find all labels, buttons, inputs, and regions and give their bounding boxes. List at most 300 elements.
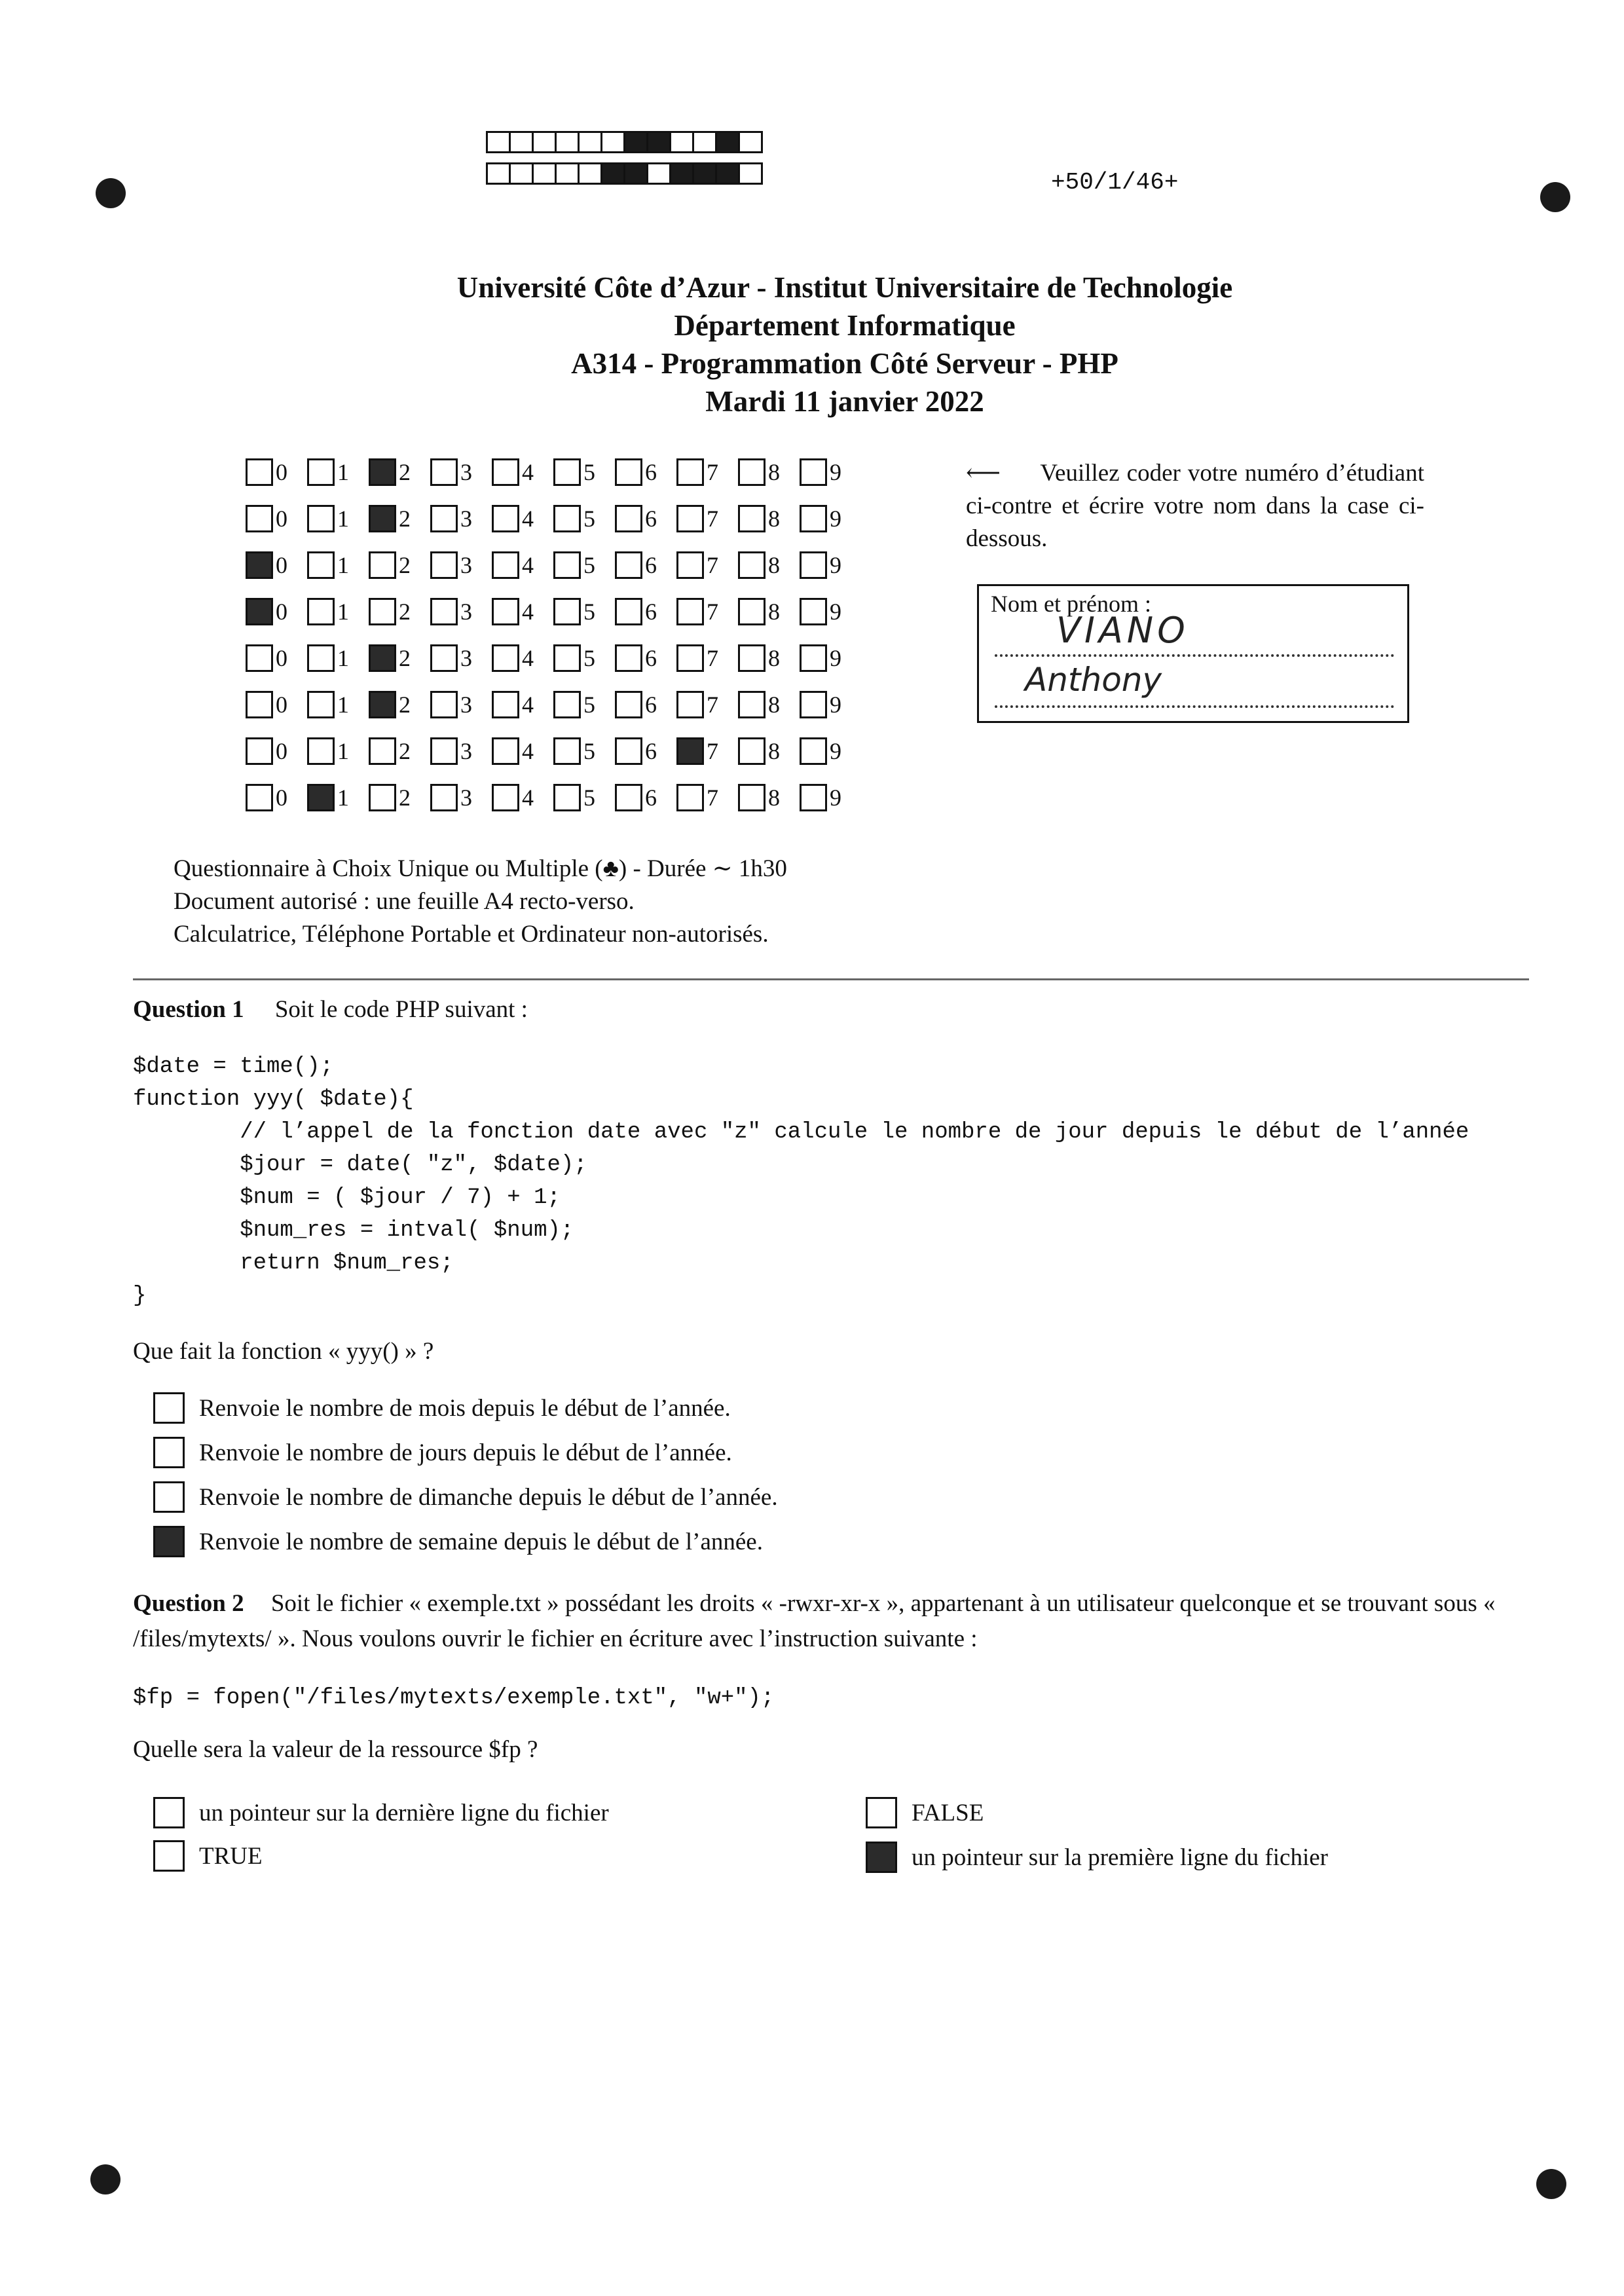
digit-option[interactable]: [307, 691, 369, 718]
digit-label: 3: [460, 691, 472, 718]
digit-checkbox[interactable]: [246, 784, 273, 811]
digit-label: 1: [337, 458, 349, 485]
digit-label: 3: [460, 458, 472, 485]
digit-checkbox[interactable]: [615, 505, 642, 532]
digit-checkbox[interactable]: [553, 691, 581, 718]
student-number-row: [246, 542, 861, 588]
digit-label: 4: [522, 551, 534, 578]
barcode-cell: [578, 162, 602, 185]
digit-checkbox[interactable]: [307, 551, 335, 579]
digit-label: 1: [337, 737, 349, 764]
digit-option[interactable]: [492, 505, 553, 532]
digit-option[interactable]: [676, 644, 738, 672]
digit-label: 0: [276, 458, 287, 485]
digit-label: 9: [830, 644, 841, 671]
digit-option[interactable]: [307, 458, 369, 486]
digit-label: 8: [768, 691, 780, 718]
digit-option[interactable]: [615, 458, 676, 486]
digit-option[interactable]: [738, 737, 800, 765]
digit-label: 1: [337, 644, 349, 671]
barcode-cell: [738, 131, 763, 153]
digit-option[interactable]: [676, 737, 738, 765]
digit-label: 9: [830, 784, 841, 811]
digit-option[interactable]: [738, 691, 800, 718]
barcode-cell: [669, 131, 694, 153]
question-1-choice-4[interactable]: [153, 1526, 763, 1557]
digit-checkbox[interactable]: [307, 737, 335, 765]
question-1-choice-2[interactable]: [153, 1437, 732, 1468]
digit-option[interactable]: [369, 644, 430, 672]
question-2-choice-3[interactable]: [866, 1797, 984, 1828]
barcode-row-2: [486, 162, 761, 185]
name-box-label: Nom et prénom :: [991, 591, 1151, 617]
digit-option[interactable]: [492, 598, 553, 625]
arrow-left-icon: ⟵: [966, 460, 1001, 487]
digit-checkbox[interactable]: [676, 505, 704, 532]
digit-option[interactable]: [615, 737, 676, 765]
digit-checkbox[interactable]: [492, 458, 519, 486]
digit-option[interactable]: [553, 458, 615, 486]
digit-label: 4: [522, 644, 534, 671]
digit-option[interactable]: [369, 691, 430, 718]
digit-label: 6: [645, 598, 657, 625]
registration-mark-bottom-right: [1536, 2169, 1566, 2199]
digit-label: 3: [460, 505, 472, 532]
digit-checkbox[interactable]: [430, 691, 458, 718]
digit-label: 7: [707, 644, 718, 671]
digit-checkbox[interactable]: [800, 737, 827, 765]
digit-checkbox[interactable]: [430, 458, 458, 486]
barcode-cell: [555, 131, 580, 153]
digit-checkbox-checked[interactable]: [246, 598, 273, 625]
digit-checkbox-checked[interactable]: [676, 737, 704, 765]
barcode-cell: [486, 131, 511, 153]
digit-option[interactable]: [369, 784, 430, 811]
digit-checkbox[interactable]: [430, 505, 458, 532]
barcode-cell: [715, 162, 740, 185]
digit-label: 5: [583, 691, 595, 718]
digit-label: 7: [707, 598, 718, 625]
digit-option[interactable]: [800, 737, 861, 765]
question-1-intro: Soit le code PHP suivant :: [274, 996, 528, 1023]
student-number-row: [246, 588, 861, 635]
digit-option[interactable]: [738, 551, 800, 579]
name-line-2: [995, 705, 1394, 708]
digit-option[interactable]: [553, 644, 615, 672]
digit-option[interactable]: [307, 598, 369, 625]
digit-option[interactable]: [800, 691, 861, 718]
digit-option[interactable]: [738, 458, 800, 486]
digit-label: 1: [337, 505, 349, 532]
choice-label: Renvoie le nombre de jours depuis le début de l’année.: [199, 1439, 732, 1466]
digit-checkbox[interactable]: [307, 691, 335, 718]
digit-option[interactable]: [553, 784, 615, 811]
digit-checkbox[interactable]: [738, 784, 766, 811]
digit-option[interactable]: [430, 458, 492, 486]
digit-option[interactable]: [369, 458, 430, 486]
barcode-cell: [600, 131, 625, 153]
barcode-cell: [600, 162, 625, 185]
digit-checkbox[interactable]: [492, 551, 519, 579]
barcode-cell: [623, 131, 648, 153]
digit-label: 1: [337, 551, 349, 578]
digit-checkbox[interactable]: [430, 737, 458, 765]
exam-info: [174, 853, 787, 951]
question-1-prompt: Que fait la fonction « yyy() » ?: [133, 1338, 434, 1365]
digit-checkbox[interactable]: [369, 784, 396, 811]
digit-checkbox[interactable]: [615, 644, 642, 672]
digit-checkbox[interactable]: [492, 784, 519, 811]
digit-option[interactable]: [430, 551, 492, 579]
digit-label: 3: [460, 784, 472, 811]
barcode-cell: [509, 162, 534, 185]
course-title: A314 - Programmation Côté Serveur - PHP: [571, 347, 1118, 380]
question-2-choice-2[interactable]: [153, 1840, 263, 1872]
digit-label: 2: [399, 458, 411, 485]
digit-label: 8: [768, 644, 780, 671]
divider: [133, 978, 1529, 980]
digit-option[interactable]: [246, 691, 307, 718]
digit-checkbox[interactable]: [307, 505, 335, 532]
digit-option[interactable]: [307, 784, 369, 811]
digit-option[interactable]: [800, 598, 861, 625]
barcode-cell: [509, 131, 534, 153]
digit-label: 3: [460, 737, 472, 764]
digit-option[interactable]: [553, 505, 615, 532]
digit-label: 2: [399, 598, 411, 625]
digit-checkbox[interactable]: [553, 551, 581, 579]
digit-option[interactable]: [676, 598, 738, 625]
digit-label: 8: [768, 551, 780, 578]
digit-option[interactable]: [800, 505, 861, 532]
digit-label: 0: [276, 784, 287, 811]
exam-header: [0, 268, 1624, 420]
digit-label: 6: [645, 691, 657, 718]
question-2-heading: [133, 1586, 1534, 1657]
choice-label: un pointeur sur la première ligne du fichier: [912, 1843, 1328, 1871]
digit-checkbox-checked[interactable]: [369, 691, 396, 718]
digit-label: 6: [645, 644, 657, 671]
digit-option[interactable]: [246, 598, 307, 625]
digit-option[interactable]: [492, 644, 553, 672]
student-number-row: [246, 728, 861, 774]
checkbox-checked[interactable]: [153, 1526, 185, 1557]
digit-label: 5: [583, 598, 595, 625]
digit-option[interactable]: [615, 691, 676, 718]
barcode-cell: [669, 162, 694, 185]
digit-checkbox[interactable]: [676, 784, 704, 811]
department-title: Département Informatique: [674, 309, 1016, 342]
digit-label: 5: [583, 505, 595, 532]
digit-checkbox-checked[interactable]: [369, 505, 396, 532]
checkbox[interactable]: [153, 1392, 185, 1424]
registration-mark-top-right: [1540, 182, 1570, 212]
digit-option[interactable]: [676, 784, 738, 811]
digit-checkbox[interactable]: [615, 458, 642, 486]
digit-label: 4: [522, 598, 534, 625]
digit-option[interactable]: [430, 784, 492, 811]
digit-checkbox[interactable]: [676, 598, 704, 625]
registration-mark-bottom-left: [90, 2164, 120, 2194]
student-number-row: [246, 449, 861, 495]
digit-checkbox[interactable]: [492, 505, 519, 532]
digit-label: 6: [645, 505, 657, 532]
question-1-choice-1[interactable]: [153, 1392, 731, 1424]
digit-option[interactable]: [738, 598, 800, 625]
digit-checkbox[interactable]: [492, 691, 519, 718]
digit-checkbox[interactable]: [307, 598, 335, 625]
digit-option[interactable]: [307, 551, 369, 579]
digit-checkbox[interactable]: [738, 644, 766, 672]
digit-checkbox[interactable]: [676, 644, 704, 672]
digit-option[interactable]: [676, 458, 738, 486]
digit-option[interactable]: [800, 551, 861, 579]
digit-checkbox[interactable]: [492, 737, 519, 765]
digit-label: 8: [768, 458, 780, 485]
digit-checkbox[interactable]: [800, 598, 827, 625]
digit-checkbox[interactable]: [676, 458, 704, 486]
digit-option[interactable]: [430, 598, 492, 625]
name-line-1: [995, 654, 1394, 657]
digit-checkbox[interactable]: [800, 784, 827, 811]
digit-checkbox[interactable]: [738, 551, 766, 579]
digit-checkbox[interactable]: [492, 598, 519, 625]
digit-checkbox[interactable]: [246, 644, 273, 672]
digit-option[interactable]: [615, 784, 676, 811]
digit-checkbox[interactable]: [738, 505, 766, 532]
digit-checkbox[interactable]: [430, 784, 458, 811]
digit-option[interactable]: [800, 458, 861, 486]
digit-option[interactable]: [615, 598, 676, 625]
digit-checkbox[interactable]: [492, 644, 519, 672]
digit-label: 3: [460, 598, 472, 625]
digit-label: 7: [707, 784, 718, 811]
choice-label: Renvoie le nombre de semaine depuis le début de l’année.: [199, 1528, 763, 1555]
digit-option[interactable]: [676, 551, 738, 579]
digit-label: 6: [645, 458, 657, 485]
digit-label: 6: [645, 784, 657, 811]
digit-checkbox[interactable]: [800, 691, 827, 718]
digit-checkbox[interactable]: [553, 458, 581, 486]
digit-option[interactable]: [430, 644, 492, 672]
digit-label: 0: [276, 691, 287, 718]
digit-label: 4: [522, 691, 534, 718]
digit-option[interactable]: [369, 551, 430, 579]
digit-option[interactable]: [553, 598, 615, 625]
allowed-documents: Document autorisé : une feuille A4 recto-verso.: [174, 888, 635, 915]
checkbox[interactable]: [153, 1840, 185, 1872]
digit-checkbox[interactable]: [307, 458, 335, 486]
digit-option[interactable]: [369, 598, 430, 625]
digit-option[interactable]: [615, 644, 676, 672]
digit-checkbox[interactable]: [738, 691, 766, 718]
digit-checkbox[interactable]: [800, 505, 827, 532]
digit-option[interactable]: [676, 505, 738, 532]
digit-checkbox[interactable]: [738, 458, 766, 486]
digit-checkbox[interactable]: [553, 737, 581, 765]
digit-label: 6: [645, 551, 657, 578]
digit-checkbox[interactable]: [800, 551, 827, 579]
barcode-cell: [578, 131, 602, 153]
digit-option[interactable]: [738, 505, 800, 532]
digit-label: 0: [276, 551, 287, 578]
digit-label: 5: [583, 784, 595, 811]
digit-label: 5: [583, 551, 595, 578]
digit-option[interactable]: [246, 784, 307, 811]
digit-checkbox-checked[interactable]: [246, 551, 273, 579]
digit-label: 3: [460, 551, 472, 578]
handwritten-last-name: VIANO: [1056, 610, 1189, 651]
digit-option[interactable]: [430, 505, 492, 532]
student-number-grid: [246, 449, 861, 821]
digit-option[interactable]: [492, 737, 553, 765]
digit-checkbox[interactable]: [615, 784, 642, 811]
registration-mark-top-left: [96, 178, 126, 208]
digit-checkbox[interactable]: [369, 551, 396, 579]
digit-label: 9: [830, 551, 841, 578]
digit-label: 8: [768, 598, 780, 625]
digit-checkbox[interactable]: [738, 737, 766, 765]
digit-checkbox[interactable]: [369, 598, 396, 625]
digit-option[interactable]: [246, 505, 307, 532]
digit-option[interactable]: [738, 644, 800, 672]
digit-option[interactable]: [246, 644, 307, 672]
digit-checkbox[interactable]: [800, 644, 827, 672]
barcode-cell: [623, 162, 648, 185]
digit-checkbox[interactable]: [553, 784, 581, 811]
question-1-code: $date = time(); function yyy( $date){ // l’appel de la fonction date avec "z" calcule le nombre de jour depuis le début de l’année $jour = date( "z", $date); $num = ( $jour / 7) + 1; $num_res = intval( $num); return $num_res; }: [133, 1054, 1469, 1308]
digit-option[interactable]: [307, 644, 369, 672]
digit-label: 9: [830, 691, 841, 718]
digit-option[interactable]: [430, 737, 492, 765]
digit-checkbox[interactable]: [430, 598, 458, 625]
digit-option[interactable]: [676, 691, 738, 718]
question-1-choice-3[interactable]: [153, 1481, 778, 1513]
digit-label: 4: [522, 505, 534, 532]
barcode-row-1: [486, 131, 761, 153]
digit-label: 6: [645, 737, 657, 764]
digit-label: 9: [830, 505, 841, 532]
digit-checkbox[interactable]: [553, 505, 581, 532]
digit-option[interactable]: [800, 784, 861, 811]
digit-checkbox[interactable]: [430, 551, 458, 579]
digit-label: 2: [399, 691, 411, 718]
digit-label: 8: [768, 784, 780, 811]
digit-option[interactable]: [553, 737, 615, 765]
digit-label: 2: [399, 551, 411, 578]
digit-label: 2: [399, 644, 411, 671]
digit-checkbox[interactable]: [246, 737, 273, 765]
checkbox[interactable]: [866, 1797, 897, 1828]
digit-label: 0: [276, 505, 287, 532]
checkbox[interactable]: [153, 1481, 185, 1513]
digit-option[interactable]: [246, 551, 307, 579]
digit-option[interactable]: [430, 691, 492, 718]
digit-option[interactable]: [369, 505, 430, 532]
digit-label: 9: [830, 458, 841, 485]
digit-option[interactable]: [492, 784, 553, 811]
digit-label: 0: [276, 598, 287, 625]
checkbox[interactable]: [153, 1437, 185, 1468]
digit-label: 7: [707, 505, 718, 532]
digit-checkbox[interactable]: [615, 691, 642, 718]
digit-checkbox[interactable]: [738, 598, 766, 625]
digit-label: 3: [460, 644, 472, 671]
digit-option[interactable]: [800, 644, 861, 672]
digit-label: 4: [522, 737, 534, 764]
question-2-intro: Soit le fichier « exemple.txt » possédant les droits « -rwxr-xr-x », appartenant à un utilisateur quelconque et se trouvant sous « /files/mytexts/ ». Nous voulons ouvrir le fichier en écriture avec l’instruction suivante :: [133, 1590, 1496, 1652]
digit-option[interactable]: [492, 551, 553, 579]
digit-label: 4: [522, 784, 534, 811]
digit-checkbox[interactable]: [615, 598, 642, 625]
digit-option[interactable]: [369, 737, 430, 765]
barcode-cell: [738, 162, 763, 185]
digit-checkbox[interactable]: [553, 644, 581, 672]
digit-label: 5: [583, 644, 595, 671]
digit-checkbox[interactable]: [246, 458, 273, 486]
digit-option[interactable]: [246, 458, 307, 486]
digit-option[interactable]: [553, 551, 615, 579]
digit-option[interactable]: [307, 737, 369, 765]
question-1-heading: [133, 995, 528, 1024]
digit-checkbox[interactable]: [430, 644, 458, 672]
digit-option[interactable]: [553, 691, 615, 718]
digit-checkbox[interactable]: [615, 551, 642, 579]
digit-option[interactable]: [615, 505, 676, 532]
digit-checkbox[interactable]: [246, 505, 273, 532]
exam-format: Questionnaire à Choix Unique ou Multiple (♣) - Durée ∼ 1h30: [174, 855, 787, 882]
barcode-cell: [532, 162, 557, 185]
digit-label: 1: [337, 691, 349, 718]
digit-label: 7: [707, 458, 718, 485]
choice-label: Renvoie le nombre de mois depuis le début de l’année.: [199, 1394, 731, 1422]
choice-label: Renvoie le nombre de dimanche depuis le début de l’année.: [199, 1483, 778, 1511]
digit-option[interactable]: [492, 458, 553, 486]
digit-checkbox-checked[interactable]: [369, 644, 396, 672]
digit-checkbox-checked[interactable]: [369, 458, 396, 486]
student-number-row: [246, 681, 861, 728]
student-number-row: [246, 635, 861, 681]
digit-checkbox[interactable]: [615, 737, 642, 765]
digit-option[interactable]: [738, 784, 800, 811]
digit-checkbox[interactable]: [369, 737, 396, 765]
digit-label: 2: [399, 784, 411, 811]
digit-checkbox[interactable]: [676, 691, 704, 718]
digit-option[interactable]: [615, 551, 676, 579]
digit-label: 2: [399, 505, 411, 532]
digit-checkbox[interactable]: [800, 458, 827, 486]
digit-option[interactable]: [307, 505, 369, 532]
digit-option[interactable]: [246, 737, 307, 765]
digit-option[interactable]: [492, 691, 553, 718]
digit-checkbox-checked[interactable]: [307, 784, 335, 811]
question-2-choice-1[interactable]: [153, 1797, 609, 1828]
checkbox-checked[interactable]: [866, 1842, 897, 1873]
barcode-cell: [486, 162, 511, 185]
name-box[interactable]: [977, 584, 1409, 723]
digit-checkbox[interactable]: [246, 691, 273, 718]
digit-label: 2: [399, 737, 411, 764]
digit-checkbox[interactable]: [553, 598, 581, 625]
digit-checkbox[interactable]: [676, 551, 704, 579]
choice-label: FALSE: [912, 1799, 984, 1826]
student-number-instructions: [966, 457, 1424, 555]
question-2-choice-4[interactable]: [866, 1842, 1328, 1873]
digit-checkbox[interactable]: [307, 644, 335, 672]
checkbox[interactable]: [153, 1797, 185, 1828]
digit-label: 5: [583, 737, 595, 764]
digit-label: 1: [337, 784, 349, 811]
